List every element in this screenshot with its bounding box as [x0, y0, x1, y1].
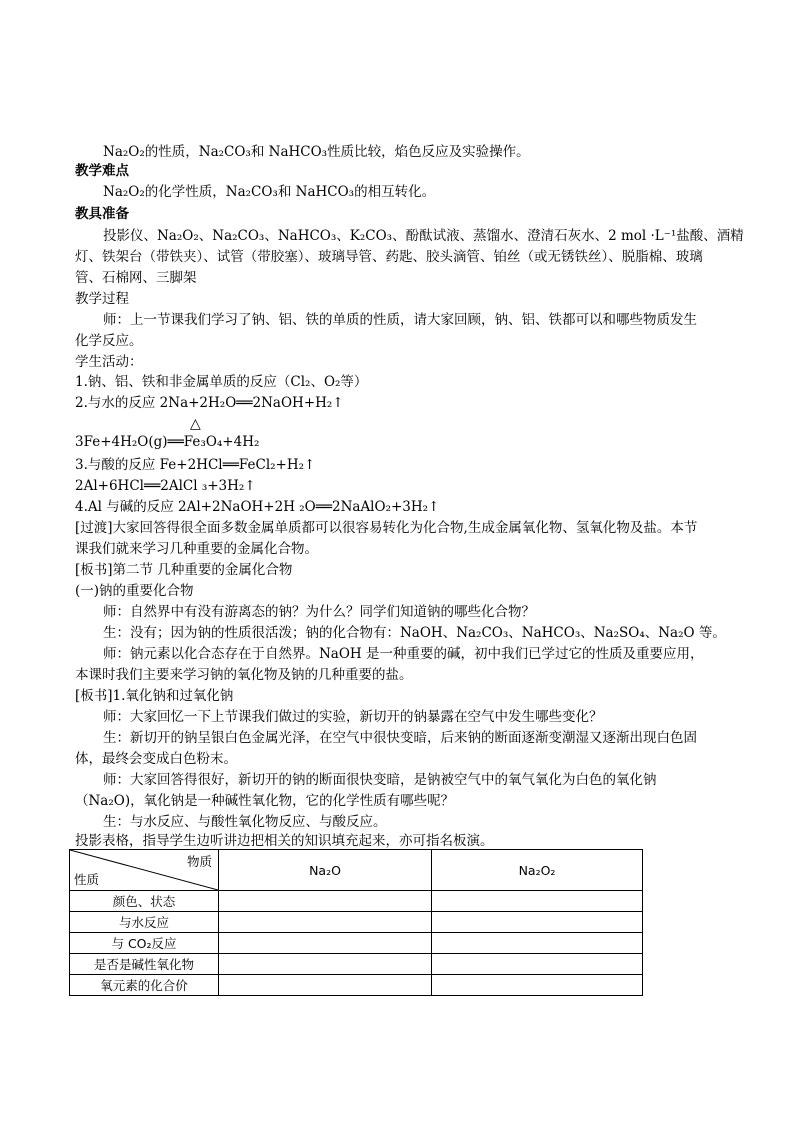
row-label: 颜色、状态 — [70, 891, 219, 912]
column-header-na2o2: Na₂O₂ — [432, 850, 643, 891]
text-line: Na₂O₂的化学性质，Na₂CO₃和 NaHCO₃的相互转化。 — [103, 184, 436, 200]
text-line: 学生活动： — [75, 354, 143, 370]
equation-line: 2Al+6HCl══2AlCl ₃+3H₂↑ — [75, 478, 256, 494]
text-line: [板书]第二节 几种重要的金属化合物 — [75, 562, 293, 578]
blank-cell — [432, 954, 643, 975]
section-heading: 教具准备 — [75, 206, 129, 222]
text-line: 生：新切开的钠呈银白色金属光泽，在空气中很快变暗，后来钠的断面逐渐变潮湿又逐渐出现白色固 — [103, 730, 697, 746]
text-line: 投影表格，指导学生边听讲边把相关的知识填充起来，亦可指名板演。 — [75, 833, 494, 849]
properties-table — [69, 849, 643, 996]
text-line: （Na₂O)，氧化钠是一种碱性氧化物，它的化学性质有哪些呢？ — [75, 793, 455, 809]
table-row — [70, 954, 643, 975]
text-line: 投影仪、Na₂O₂、Na₂CO₃、NaHCO₃、K₂CO₃、酚酞试液、蒸馏水、澄清石灰水、2 mol ·L⁻¹盐酸、酒精 — [103, 228, 744, 244]
blank-cell — [219, 891, 432, 912]
text-line: [过渡]大家回答得很全面多数金属单质都可以很容易转化为化合物,生成金属氧化物、氢氧化物及盐。本节 — [75, 520, 698, 536]
text-line: [板书]1.氧化钠和过氧化钠 — [75, 688, 234, 704]
section-heading: 教学过程 — [75, 291, 129, 307]
blank-cell — [219, 912, 432, 933]
equation-line: 3.与酸的反应 Fe+2HCl══FeCl₂+H₂↑ — [75, 457, 316, 473]
table-row — [70, 975, 643, 996]
text-line: 灯、铁架台（带铁夹）、试管（带胶塞）、玻璃导管、药匙、胶头滴管、铂丝（或无锈铁丝）、脱脂棉、玻璃 — [75, 249, 703, 265]
blank-cell — [219, 954, 432, 975]
table-row — [70, 933, 643, 954]
corner-label-substance: 物质 — [186, 854, 212, 869]
text-line: 生：与水反应、与酸性氧化物反应、与酸反应。 — [103, 814, 387, 830]
row-label: 是否是碱性氧化物 — [70, 954, 219, 975]
equation-line: 2.与水的反应 2Na+2H₂O══2NaOH+H₂↑ — [75, 395, 344, 411]
blank-cell — [219, 975, 432, 996]
blank-cell — [432, 891, 643, 912]
text-line: 体，最终会变成白色粉末。 — [75, 751, 237, 767]
text-line: 师：自然界中有没有游离态的钠？为什么？同学们知道钠的哪些化合物？ — [103, 604, 535, 620]
equation-line: 4.Al 与碱的反应 2Al+2NaOH+2H ₂O══2NaAlO₂+3H₂↑ — [75, 499, 440, 515]
text-line: Na₂O₂的性质，Na₂CO₃和 NaHCO₃性质比较，焰色反应及实验操作。 — [103, 144, 530, 160]
blank-cell — [432, 975, 643, 996]
blank-cell — [432, 933, 643, 954]
table-row — [70, 891, 643, 912]
text-line: 化学反应。 — [75, 333, 143, 349]
column-header-na2o: Na₂O — [219, 850, 432, 891]
row-label: 与水反应 — [70, 912, 219, 933]
text-line: 本课时我们主要来学习钠的氧化物及钠的几种重要的盐。 — [75, 667, 413, 683]
text-line: 生：没有；因为钠的性质很活泼；钠的化合物有：NaOH、Na₂CO₃、NaHCO₃、Na₂SO₄、Na₂O 等。 — [103, 625, 726, 641]
text-line: 师：钠元素以化合态存在于自然界。NaOH 是一种重要的碱，初中我们已学过它的性质及重要应用， — [103, 646, 704, 662]
section-heading: 教学难点 — [75, 163, 129, 179]
heat-symbol: △ — [190, 416, 201, 432]
text-line: 师：大家回忆一下上节课我们做过的实验，新切开的钠暴露在空气中发生哪些变化？ — [103, 709, 603, 725]
equation-line: 3Fe+4H₂O(g)══Fe₃O₄+4H₂ — [75, 434, 260, 450]
text-line: (一)钠的重要化合物 — [75, 583, 194, 599]
blank-cell — [219, 933, 432, 954]
table-header-row — [70, 850, 643, 891]
text-line: 师：大家回答得很好，新切开的钠的断面很快变暗，是钠被空气中的氧气氧化为白色的氧化钠 — [103, 772, 657, 788]
text-line: 管、石棉网、三脚架 — [75, 270, 197, 286]
text-line: 师：上一节课我们学习了钠、铝、铁的单质的性质，请大家回顾，钠、铝、铁都可以和哪些物质发生 — [103, 312, 697, 328]
corner-label-property: 性质 — [74, 872, 100, 887]
table-row — [70, 912, 643, 933]
row-label: 氧元素的化合价 — [70, 975, 219, 996]
row-label: 与 CO₂反应 — [70, 933, 219, 954]
table-corner-cell — [70, 850, 219, 891]
blank-cell — [432, 912, 643, 933]
text-line: 1.钠、铝、铁和非金属单质的反应（Cl₂、O₂等） — [75, 374, 368, 390]
text-line: 课我们就来学习几种重要的金属化合物。 — [75, 541, 318, 557]
